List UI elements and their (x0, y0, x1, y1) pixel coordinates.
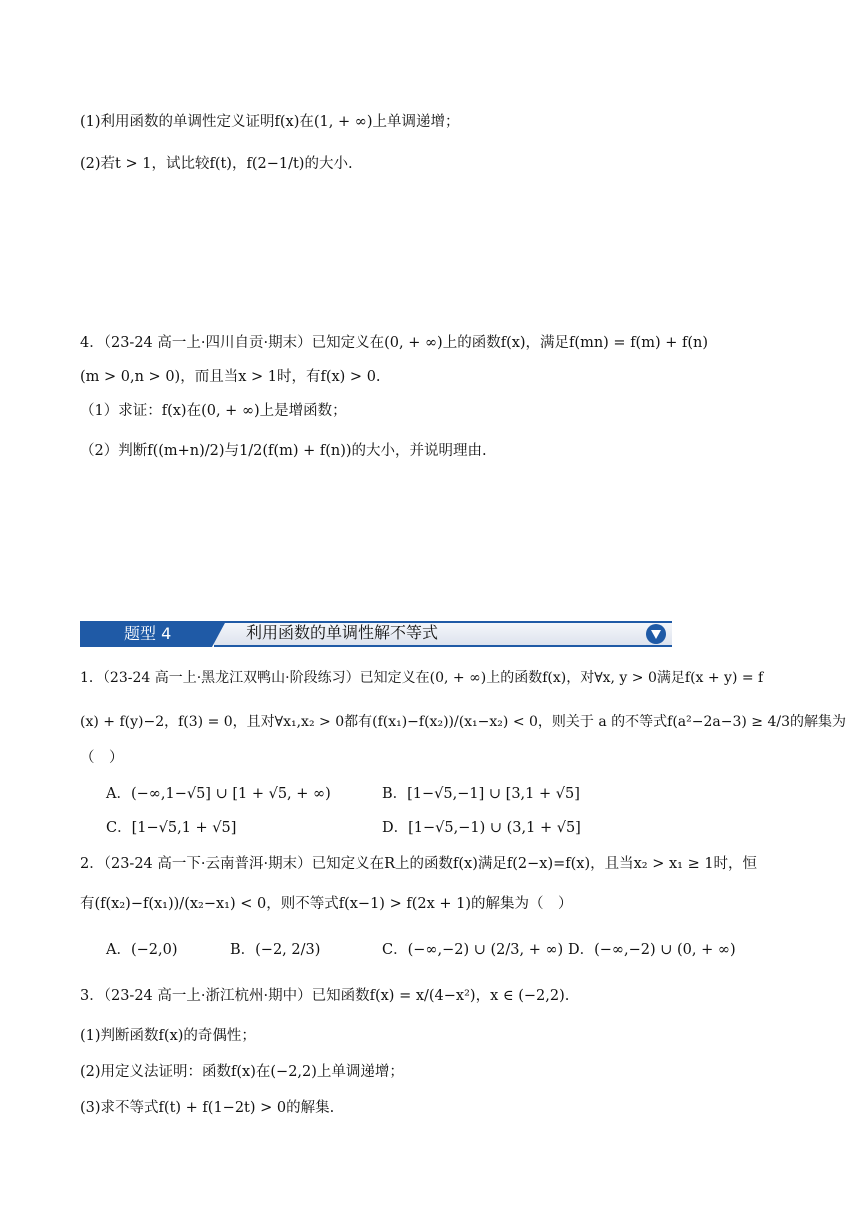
q1-option-c[interactable]: C．[1−√5,1 + √5] (106, 820, 237, 836)
question-4-stem: 4．（23-24 高一上·四川自贡·期末）已知定义在(0, + ∞)上的函数f(x)，满足f(mn) = f(m) + f(n) (80, 335, 709, 351)
q1-option-b[interactable]: B．[1−√5,−1] ∪ [3,1 + √5] (382, 786, 580, 802)
section-question-1-inequality: (x) + f(y)−2，f(3) = 0，且对∀x₁,x₂ > 0都有(f(x₁)−f(x₂))/(x₁−x₂) < 0，则关于 a 的不等式f(a²−2a−3) ≥ 4/3的解集为 (80, 714, 847, 730)
banner-title: 利用函数的单调性解不等式 (246, 623, 439, 642)
section-banner (80, 619, 672, 649)
question-4-part-1: （1）求证：f(x)在(0, + ∞)上是增函数； (80, 403, 347, 419)
section-question-2-inequality: 有(f(x₂)−f(x₁))/(x₂−x₁) < 0，则不等式f(x−1) > f(2x + 1)的解集为（ ） (80, 896, 573, 912)
question-4-condition: (m > 0,n > 0)，而且当x > 1时，有f(x) > 0. (80, 369, 381, 385)
question-4-part-2: （2）判断f((m+n)/2)与1/2(f(m) + f(n))的大小，并说明理由. (80, 443, 487, 459)
chevron-down-icon[interactable] (646, 624, 666, 644)
q2-option-c[interactable]: C．(−∞,−2) ∪ (2/3, + ∞) (382, 942, 564, 958)
part-2-compare: (2)若t > 1，试比较f(t)，f(2−1/t)的大小. (80, 156, 353, 172)
q2-option-b[interactable]: B．(−2, 2/3) (230, 942, 321, 958)
q2-option-a[interactable]: A．(−2,0) (106, 942, 178, 958)
q1-option-a[interactable]: A．(−∞,1−√5] ∪ [1 + √5, + ∞) (106, 786, 331, 802)
banner-tag: 题型 4 (80, 621, 212, 647)
part-1-prove-increasing: (1)利用函数的单调性定义证明f(x)在(1, + ∞)上单调递增； (80, 114, 460, 130)
section-question-3-part-1: (1)判断函数f(x)的奇偶性； (80, 1028, 256, 1044)
section-question-3-part-2: (2)用定义法证明：函数f(x)在(−2,2)上单调递增； (80, 1064, 404, 1080)
q2-option-d[interactable]: D．(−∞,−2) ∪ (0, + ∞) (568, 942, 736, 958)
section-question-3-part-3: (3)求不等式f(t) + f(1−2t) > 0的解集. (80, 1100, 335, 1116)
section-question-1-blank: （ ） (80, 750, 124, 766)
section-question-2-stem: 2．（23-24 高一下·云南普洱·期末）已知定义在R上的函数f(x)满足f(2−x)=f(x)，且当x₂ > x₁ ≥ 1时，恒 (80, 856, 758, 872)
q1-option-d[interactable]: D．[1−√5,−1) ∪ (3,1 + √5] (382, 820, 581, 836)
section-question-1-stem: 1．（23-24 高一上·黑龙江双鸭山·阶段练习）已知定义在(0, + ∞)上的函数f(x)，对∀x, y > 0满足f(x + y) = f (80, 670, 764, 686)
section-question-3-stem: 3．（23-24 高一上·浙江杭州·期中）已知函数f(x) = x/(4−x²)，x ∈ (−2,2). (80, 988, 570, 1004)
